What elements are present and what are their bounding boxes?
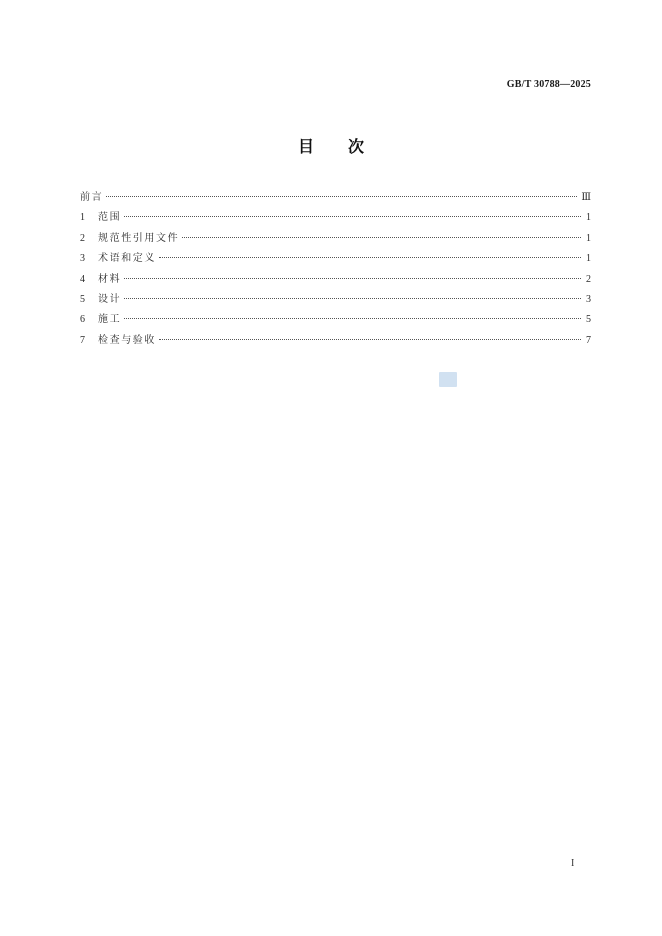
leader-dots bbox=[106, 196, 577, 197]
toc-entry-label: 术语和定义 bbox=[98, 253, 156, 265]
watermark-logo-icon bbox=[439, 372, 457, 387]
toc-entry-scope[interactable] bbox=[80, 211, 591, 231]
leader-dots bbox=[124, 278, 581, 279]
document-code: GB/T 30788—2025 bbox=[506, 79, 591, 90]
title-char-2: 次 bbox=[348, 137, 365, 156]
leader-dots bbox=[124, 216, 581, 217]
table-of-contents bbox=[80, 191, 591, 354]
page-title bbox=[0, 134, 662, 157]
toc-entry-number: 7 bbox=[80, 334, 85, 346]
toc-entry-terms-definitions[interactable] bbox=[80, 252, 591, 272]
toc-entry-page: 1 bbox=[586, 253, 591, 265]
toc-entry-label: 设计 bbox=[98, 293, 122, 305]
toc-entry-label: 施工 bbox=[98, 314, 122, 326]
toc-entry-label: 范围 bbox=[98, 212, 122, 224]
page-number: I bbox=[571, 858, 575, 869]
toc-entry-number: 3 bbox=[80, 253, 85, 265]
toc-entry-number: 2 bbox=[80, 232, 85, 244]
leader-dots bbox=[124, 298, 581, 299]
toc-entry-normative-references[interactable] bbox=[80, 232, 591, 252]
toc-entry-page: 1 bbox=[586, 212, 591, 224]
toc-entry-foreword[interactable] bbox=[80, 191, 591, 211]
toc-entry-construction[interactable] bbox=[80, 313, 591, 333]
toc-entry-page: 5 bbox=[586, 314, 591, 326]
toc-entry-inspection-acceptance[interactable] bbox=[80, 334, 591, 354]
leader-dots bbox=[182, 237, 581, 238]
toc-entry-design[interactable] bbox=[80, 293, 591, 313]
toc-entry-page: 3 bbox=[586, 293, 591, 305]
toc-entry-page: Ⅲ bbox=[581, 192, 591, 203]
toc-entry-label: 前言 bbox=[80, 192, 104, 203]
toc-entry-number: 4 bbox=[80, 273, 85, 285]
toc-entry-page: 1 bbox=[586, 232, 591, 244]
leader-dots bbox=[159, 257, 581, 258]
toc-entry-materials[interactable] bbox=[80, 273, 591, 293]
toc-entry-label: 检查与验收 bbox=[98, 334, 156, 346]
title-char-1: 目 bbox=[297, 137, 314, 156]
toc-entry-number: 1 bbox=[80, 212, 85, 224]
leader-dots bbox=[159, 339, 581, 340]
toc-entry-number: 5 bbox=[80, 293, 85, 305]
toc-entry-number: 6 bbox=[80, 314, 85, 326]
leader-dots bbox=[124, 318, 581, 319]
toc-entry-label: 材料 bbox=[98, 273, 122, 285]
toc-entry-page: 7 bbox=[586, 334, 591, 346]
toc-entry-page: 2 bbox=[586, 273, 591, 285]
toc-entry-label: 规范性引用文件 bbox=[98, 232, 180, 244]
